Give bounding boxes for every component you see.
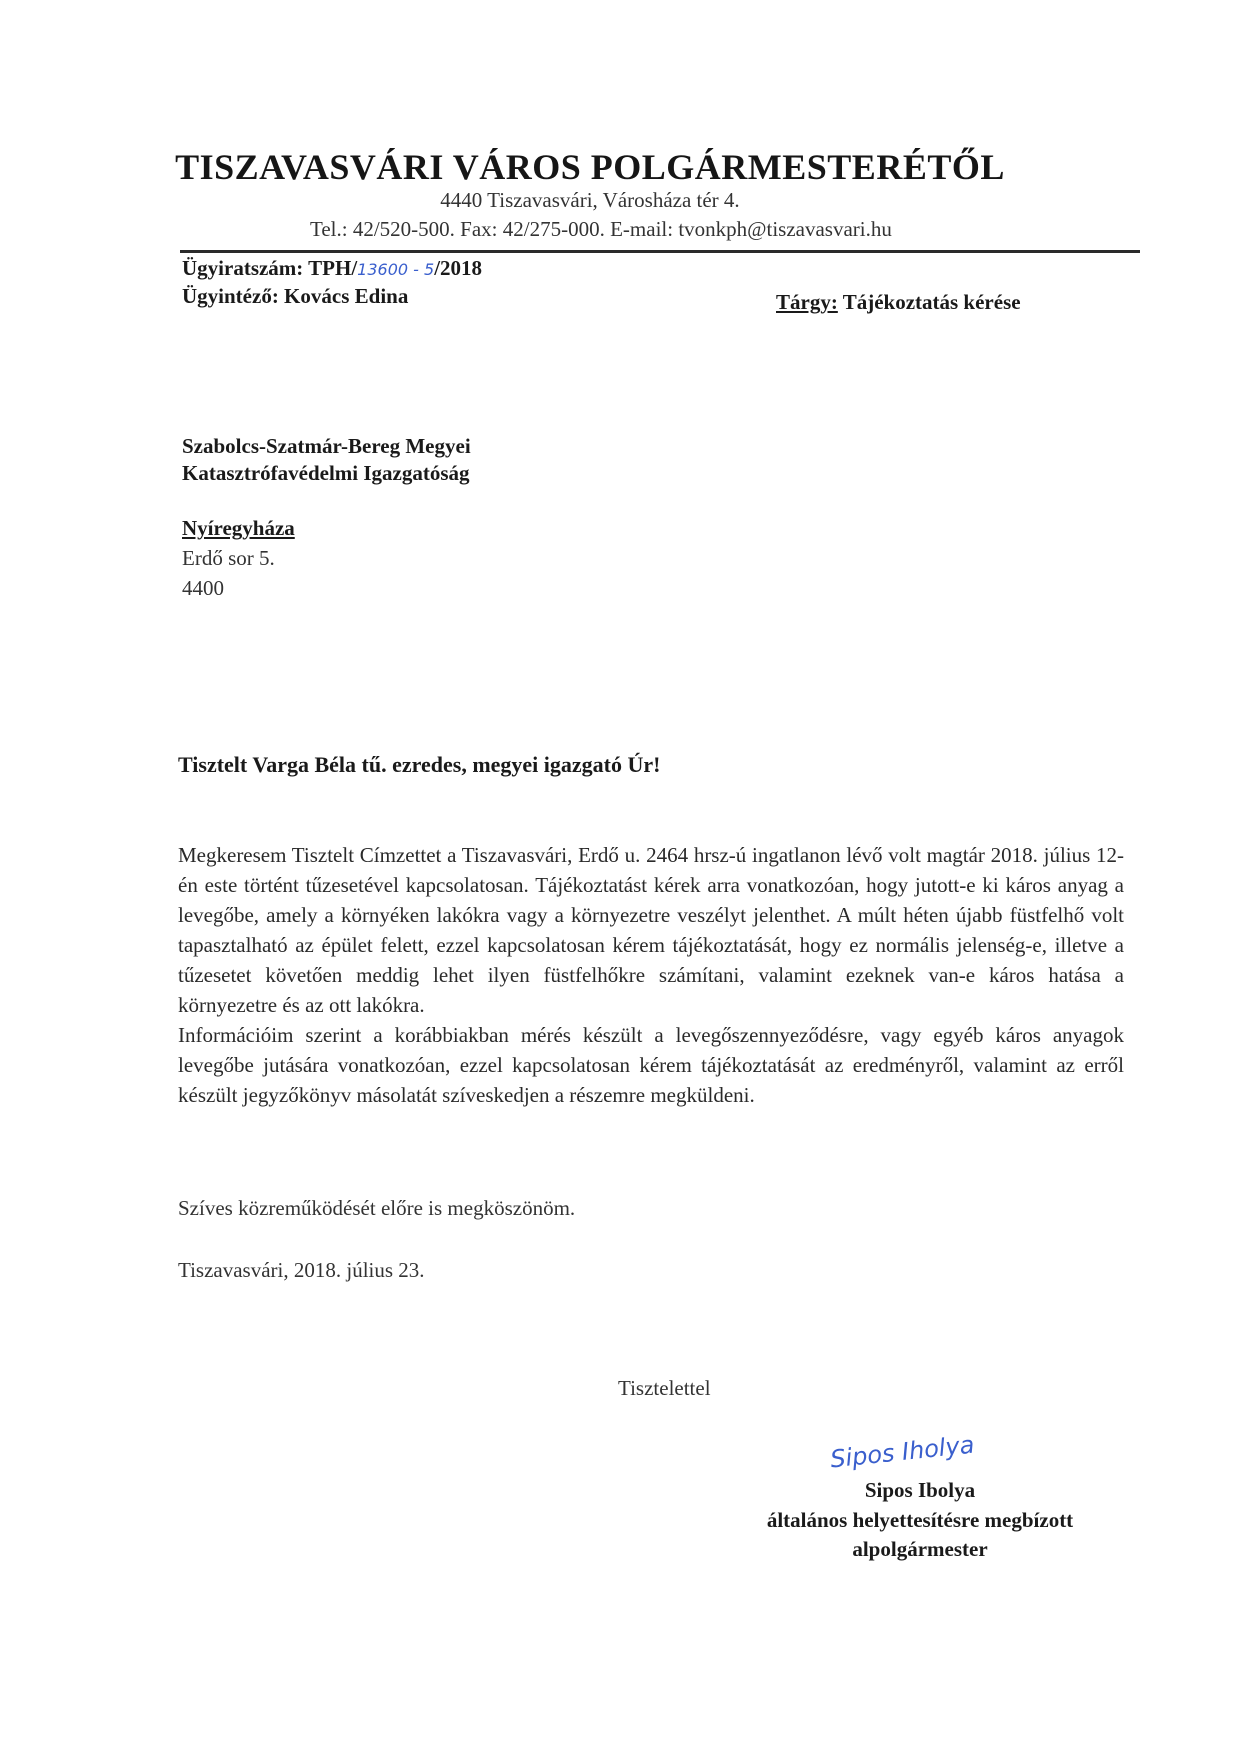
file-number <box>182 256 482 281</box>
subject-label: Tárgy: <box>776 290 838 314</box>
closing-sentence: Szíves közreműködését előre is megköszönöm. <box>178 1196 576 1220</box>
handwritten-signature: Sipos Iholya <box>828 1430 976 1474</box>
recipient-line-2: Katasztrófavédelmi Igazgatóság <box>182 461 470 485</box>
file-number-suffix: /2018 <box>434 256 483 280</box>
file-number-label: Ügyiratszám: TPH/ <box>182 256 358 280</box>
recipient-line-1: Szabolcs-Szatmár-Bereg Megyei <box>182 434 471 458</box>
signatory-name: Sipos Ibolya <box>864 1478 976 1502</box>
letterhead-address: 4440 Tiszavasvári, Városháza tér 4. <box>440 188 740 212</box>
recipient-street: Erdő sor 5. <box>182 546 275 570</box>
letterhead-contact: Tel.: 42/520-500. Fax: 42/275-000. E-mail: tvonkph@tiszavasvari.hu <box>310 217 892 241</box>
body-paragraph-2: Információim szerint a korábbiakban mérés készült a levegőszennyeződésre, vagy egyéb káros anyagok levegőbe jutására vonatkozóan, ezzel kapcsolatosan kérem tájékoztatását az eredményről, valamint az erről készült jegyzőkönyv másolatát szíveskedjen a részemre megküldeni. <box>178 1023 1124 1107</box>
recipient-city: Nyíregyháza <box>182 516 295 540</box>
body-paragraph-1: Megkeresem Tisztelt Címzettet a Tiszavasvári, Erdő u. 2464 hrsz-ú ingatlanon lévő volt magtár 2018. július 12-én este történt tűzesetével kapcsolatosan. Tájékoztatást kérek arra vonatkozóan, hogy jutott-e ki káros anyag a levegőbe, amely a környéken lakókra vagy a környezetre veszélyt jelenthet. A múlt héten újabb füstfelhő volt tapasztalható az épület felett, ezzel kapcsolatosan kérem tájékoztatását, hogy ez normális jelenség-e, illetve a tűzesetet követően meddig lehet ilyen füstfelhőkre számítani, valamint ezeknek van-e káros hatása a környezetre és az ott lakókra. <box>178 843 1124 1017</box>
subject <box>776 290 1021 315</box>
signatory-title-2: alpolgármester <box>852 1537 988 1561</box>
administrator: Ügyintéző: Kovács Edina <box>182 284 409 308</box>
salutation: Tisztelt Varga Béla tű. ezredes, megyei igazgató Úr! <box>178 752 661 777</box>
subject-value: Tájékoztatás kérése <box>842 290 1021 314</box>
file-number-handwritten: 13600 - 5 <box>357 260 435 279</box>
header-divider <box>180 250 1140 253</box>
recipient-zip: 4400 <box>182 576 224 600</box>
regards: Tisztelettel <box>618 1376 711 1400</box>
letter-body <box>178 840 1124 1110</box>
date-line: Tiszavasvári, 2018. július 23. <box>178 1258 425 1282</box>
signatory-title-1: általános helyettesítésre megbízott <box>766 1508 1074 1532</box>
letterhead-title: TISZAVASVÁRI VÁROS POLGÁRMESTERÉTŐL <box>175 147 1005 187</box>
